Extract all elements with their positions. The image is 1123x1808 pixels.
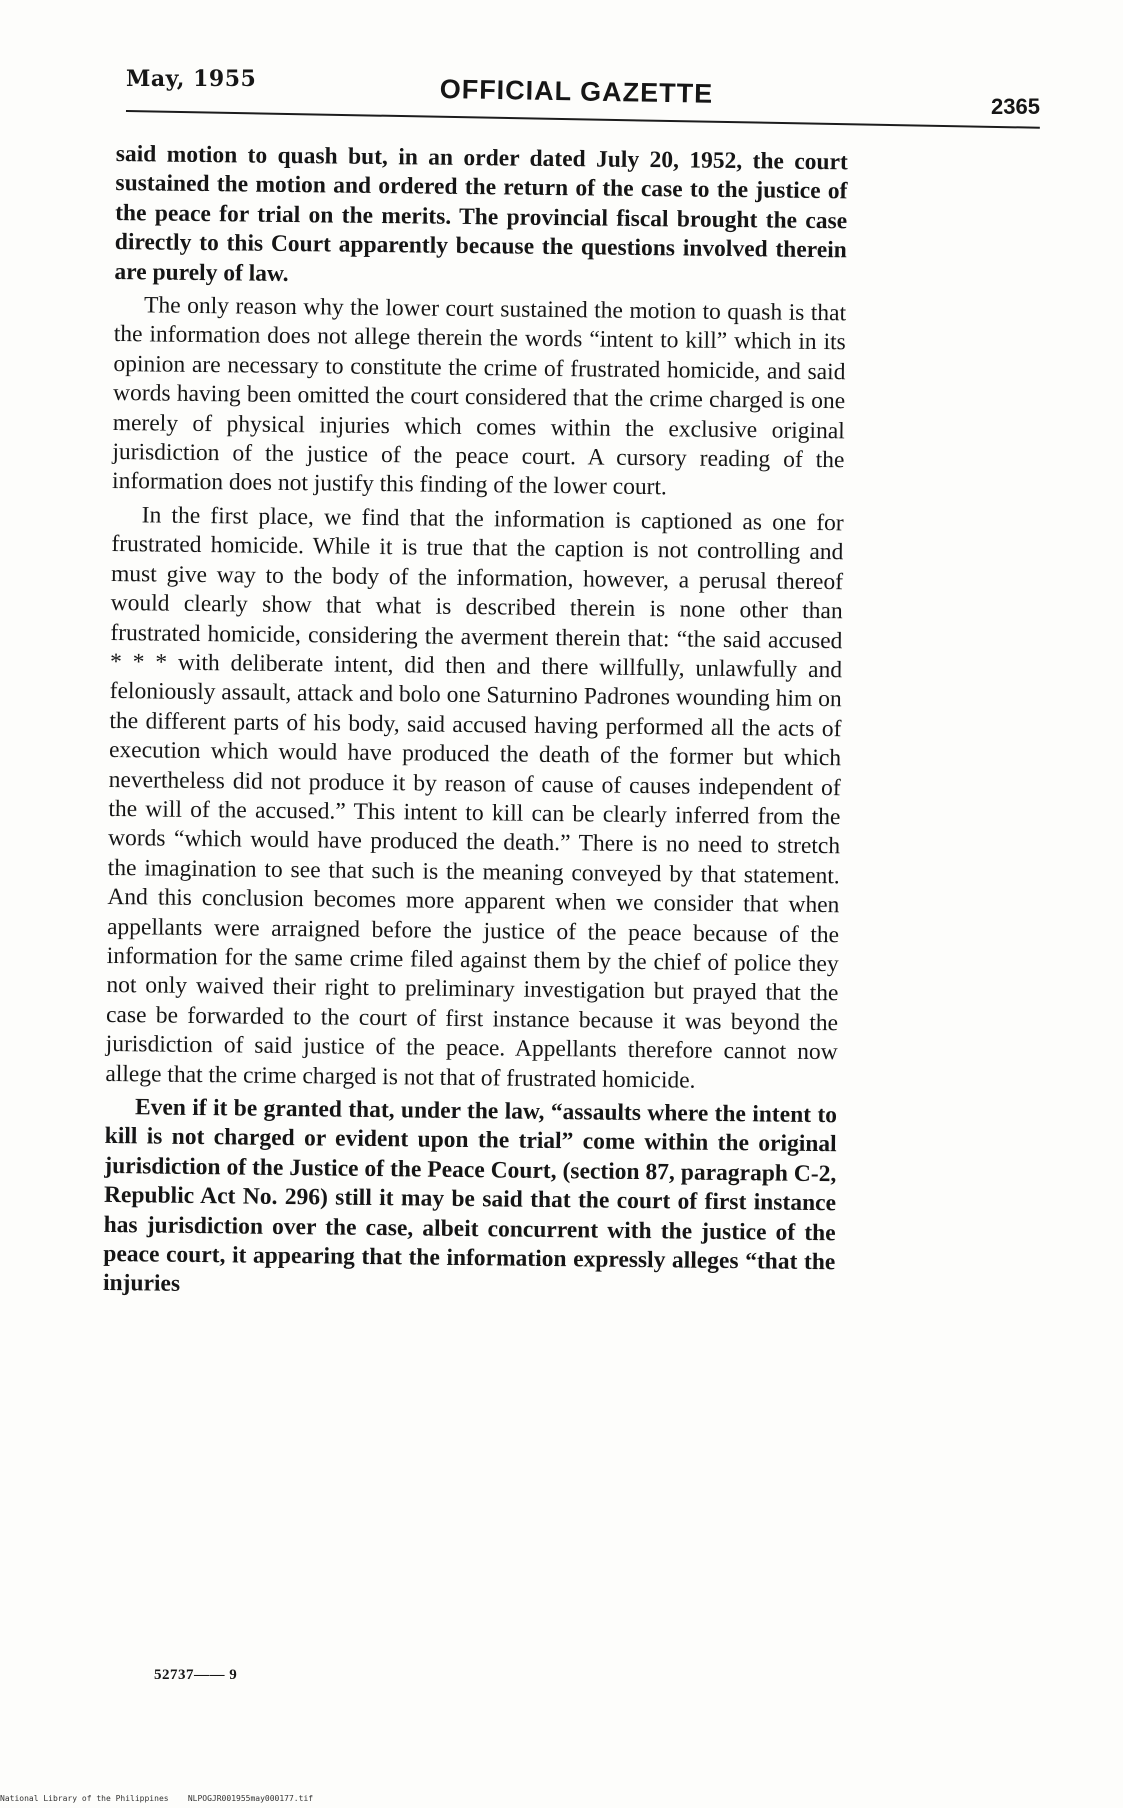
scan-footer [0, 1794, 313, 1803]
page-number: 2365 [991, 94, 1040, 119]
paragraph-3: In the first place, we find that the information is captioned as one for frustrated homicide. While it is true that the caption is not controlling and must give way to the body of the information, however, a perusal thereof would clearly show that what is described therein is none other than frustrated homicide, considering the averment therein that: “the said accused * * * with deliberate intent, did then and there willfully, unlawfully and feloniously assault, attack and bolo one Saturnino Padrones wounding him on the different parts of his body, said accused having performed all the acts of execution which would have produced the death of the former but which nevertheless did not produce it by reason of cause of causes independent of the will of the accused.” This intent to kill can be clearly inferred from the words “which would have produced the death.” There is no need to stretch the imagination to see that such is the meaning conveyed by that statement. And this conclusion becomes more apparent when we consider that when appellants were arraigned before the justice of the peace because of the information for the same crime filed against them by the chief of police they not only waived their right to preliminary investigation but prayed that the case be forwarded to the court of first instance because it was beyond the jurisdiction of said justice of the peace. Appellants therefore cannot now allege that the crime charged is not that of frustrated homicide. [105, 502, 844, 1094]
page-header [126, 62, 1042, 119]
publication-title: OFFICIAL GAZETTE [439, 74, 714, 109]
paragraph-2: The only reason why the lower court sustained the motion to quash is that the information does not allege therein the words “intent to kill” which in its opinion are necessary to constitute the crime of frustrated homicide, and said words having been omitted the court considered that the crime charged is one merely of physical injuries which comes within the exclusive original jurisdiction of the justice of the peace court. A cursory reading of the information does not justify this finding of the lower court. [111, 292, 847, 501]
paragraph-1: said motion to quash but, in an order dated July 20, 1952, the court sustained the motion and ordered the return of the case to the justice of the peace for trial on the merits. The provincial fiscal brought the case directly to this Court apparently because the questions involved therein are purely of law. [114, 140, 848, 287]
issue-date: May, 1955 [126, 66, 257, 92]
footer-file: NLPOGJR001955may000177.tif [187, 1794, 314, 1803]
text-column [103, 140, 848, 1311]
print-code: 52737—— 9 [154, 1667, 238, 1683]
footer-library: National Library of the Philippines [0, 1794, 169, 1803]
paragraph-4: Even if it be granted that, under the law, “assaults where the intent to kill is not charged or evident upon the trial” come within the original jurisdiction of the Justice of the Peace Court, (section 87, paragraph C-2, Republic Act No. 296) still it may be said that the court of first instance has jurisdiction over the case, albeit concurrent with the justice of the peace court, it appearing that the information expressly alleges “that the injuries [102, 1094, 838, 1298]
header-rule [126, 110, 1040, 129]
